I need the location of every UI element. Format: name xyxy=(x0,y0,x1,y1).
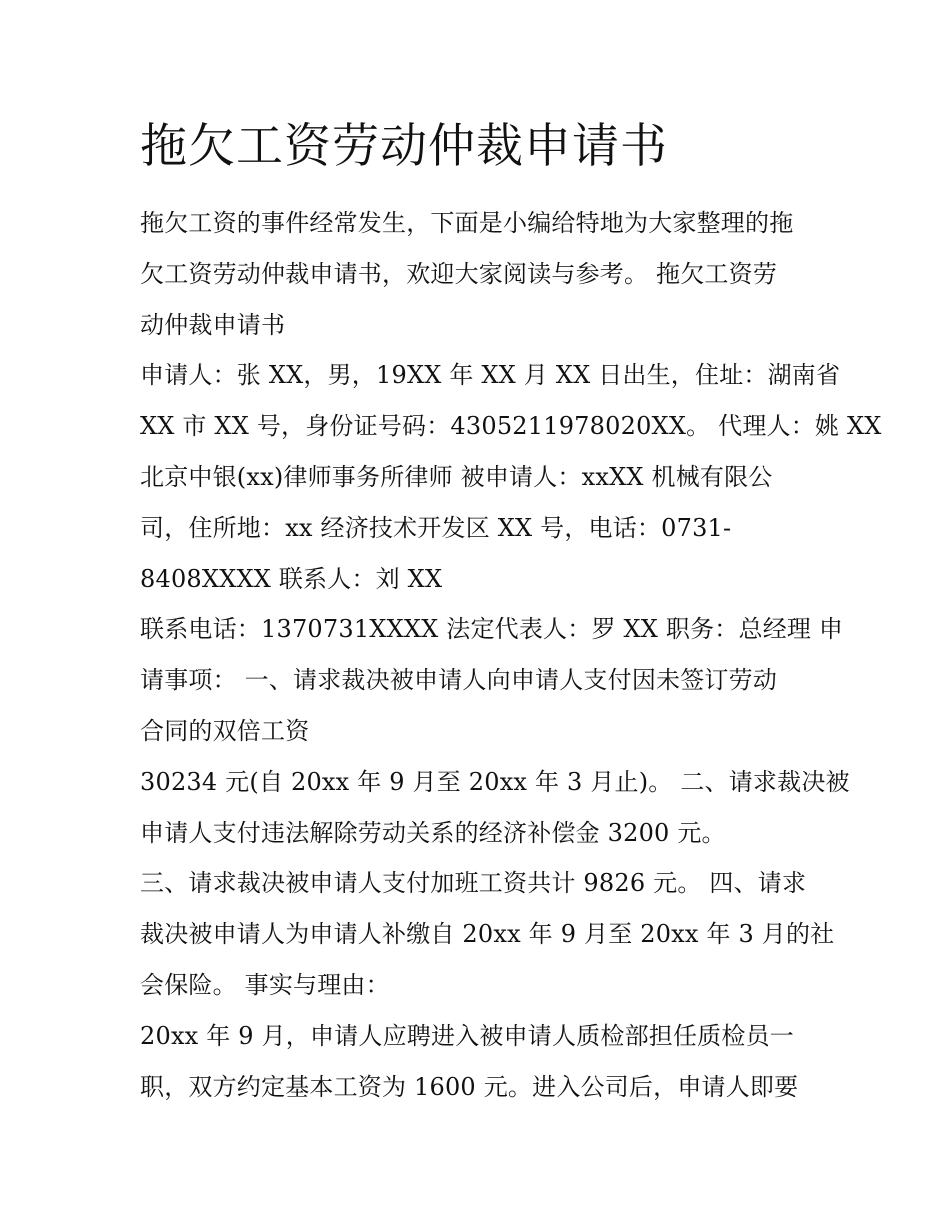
body-line: 三、请求裁决被申请人支付加班工资共计 9826 元。 四、请求 xyxy=(140,869,807,898)
body-line: 拖欠工资的事件经常发生，下面是小编给特地为大家整理的拖 xyxy=(140,209,794,237)
body-line: 合同的双倍工资 xyxy=(140,716,310,745)
document-body xyxy=(140,198,882,1112)
body-line: 欠工资劳动仲裁申请书，欢迎大家阅读与参考。 拖欠工资劳 xyxy=(140,259,778,288)
body-line: 动仲裁申请书 xyxy=(140,310,286,339)
body-line: 20xx 年 9 月，申请人应聘进入被申请人质检部担任质检员一 xyxy=(140,1021,794,1050)
body-line: 会保险。 事实与理由： xyxy=(140,970,390,999)
body-line: 司，住所地：xx 经济技术开发区 XX 号，电话：0731- xyxy=(140,513,732,542)
body-line: XX 市 XX 号，身份证号码：4305211978020XX。 代理人：姚 XX xyxy=(140,412,882,441)
body-line: 裁决被申请人为申请人补缴自 20xx 年 9 月至 20xx 年 3 月的社 xyxy=(140,920,835,949)
body-line: 北京中银(xx)律师事务所律师 被申请人：xxXX 机械有限公 xyxy=(140,462,773,491)
body-line: 30234 元(自 20xx 年 9 月至 20xx 年 3 月止)。 二、请求裁决被 xyxy=(140,767,850,796)
document-title: 拖欠工资劳动仲裁申请书 xyxy=(140,119,668,174)
body-line: 申请人：张 XX，男，19XX 年 XX 月 XX 日出生，住址：湖南省 xyxy=(140,361,841,390)
body-line: 职，双方约定基本工资为 1600 元。进入公司后，申请人即要 xyxy=(140,1072,799,1101)
body-line: 请事项： 一、请求裁决被申请人向申请人支付因未签订劳动 xyxy=(140,666,778,695)
body-line: 8408XXXX 联系人：刘 XX xyxy=(140,564,443,593)
body-line: 联系电话：1370731XXXX 法定代表人：罗 XX 职务：总经理 申 xyxy=(140,615,844,644)
body-line: 申请人支付违法解除劳动关系的经济补偿金 3200 元。 xyxy=(140,818,726,847)
